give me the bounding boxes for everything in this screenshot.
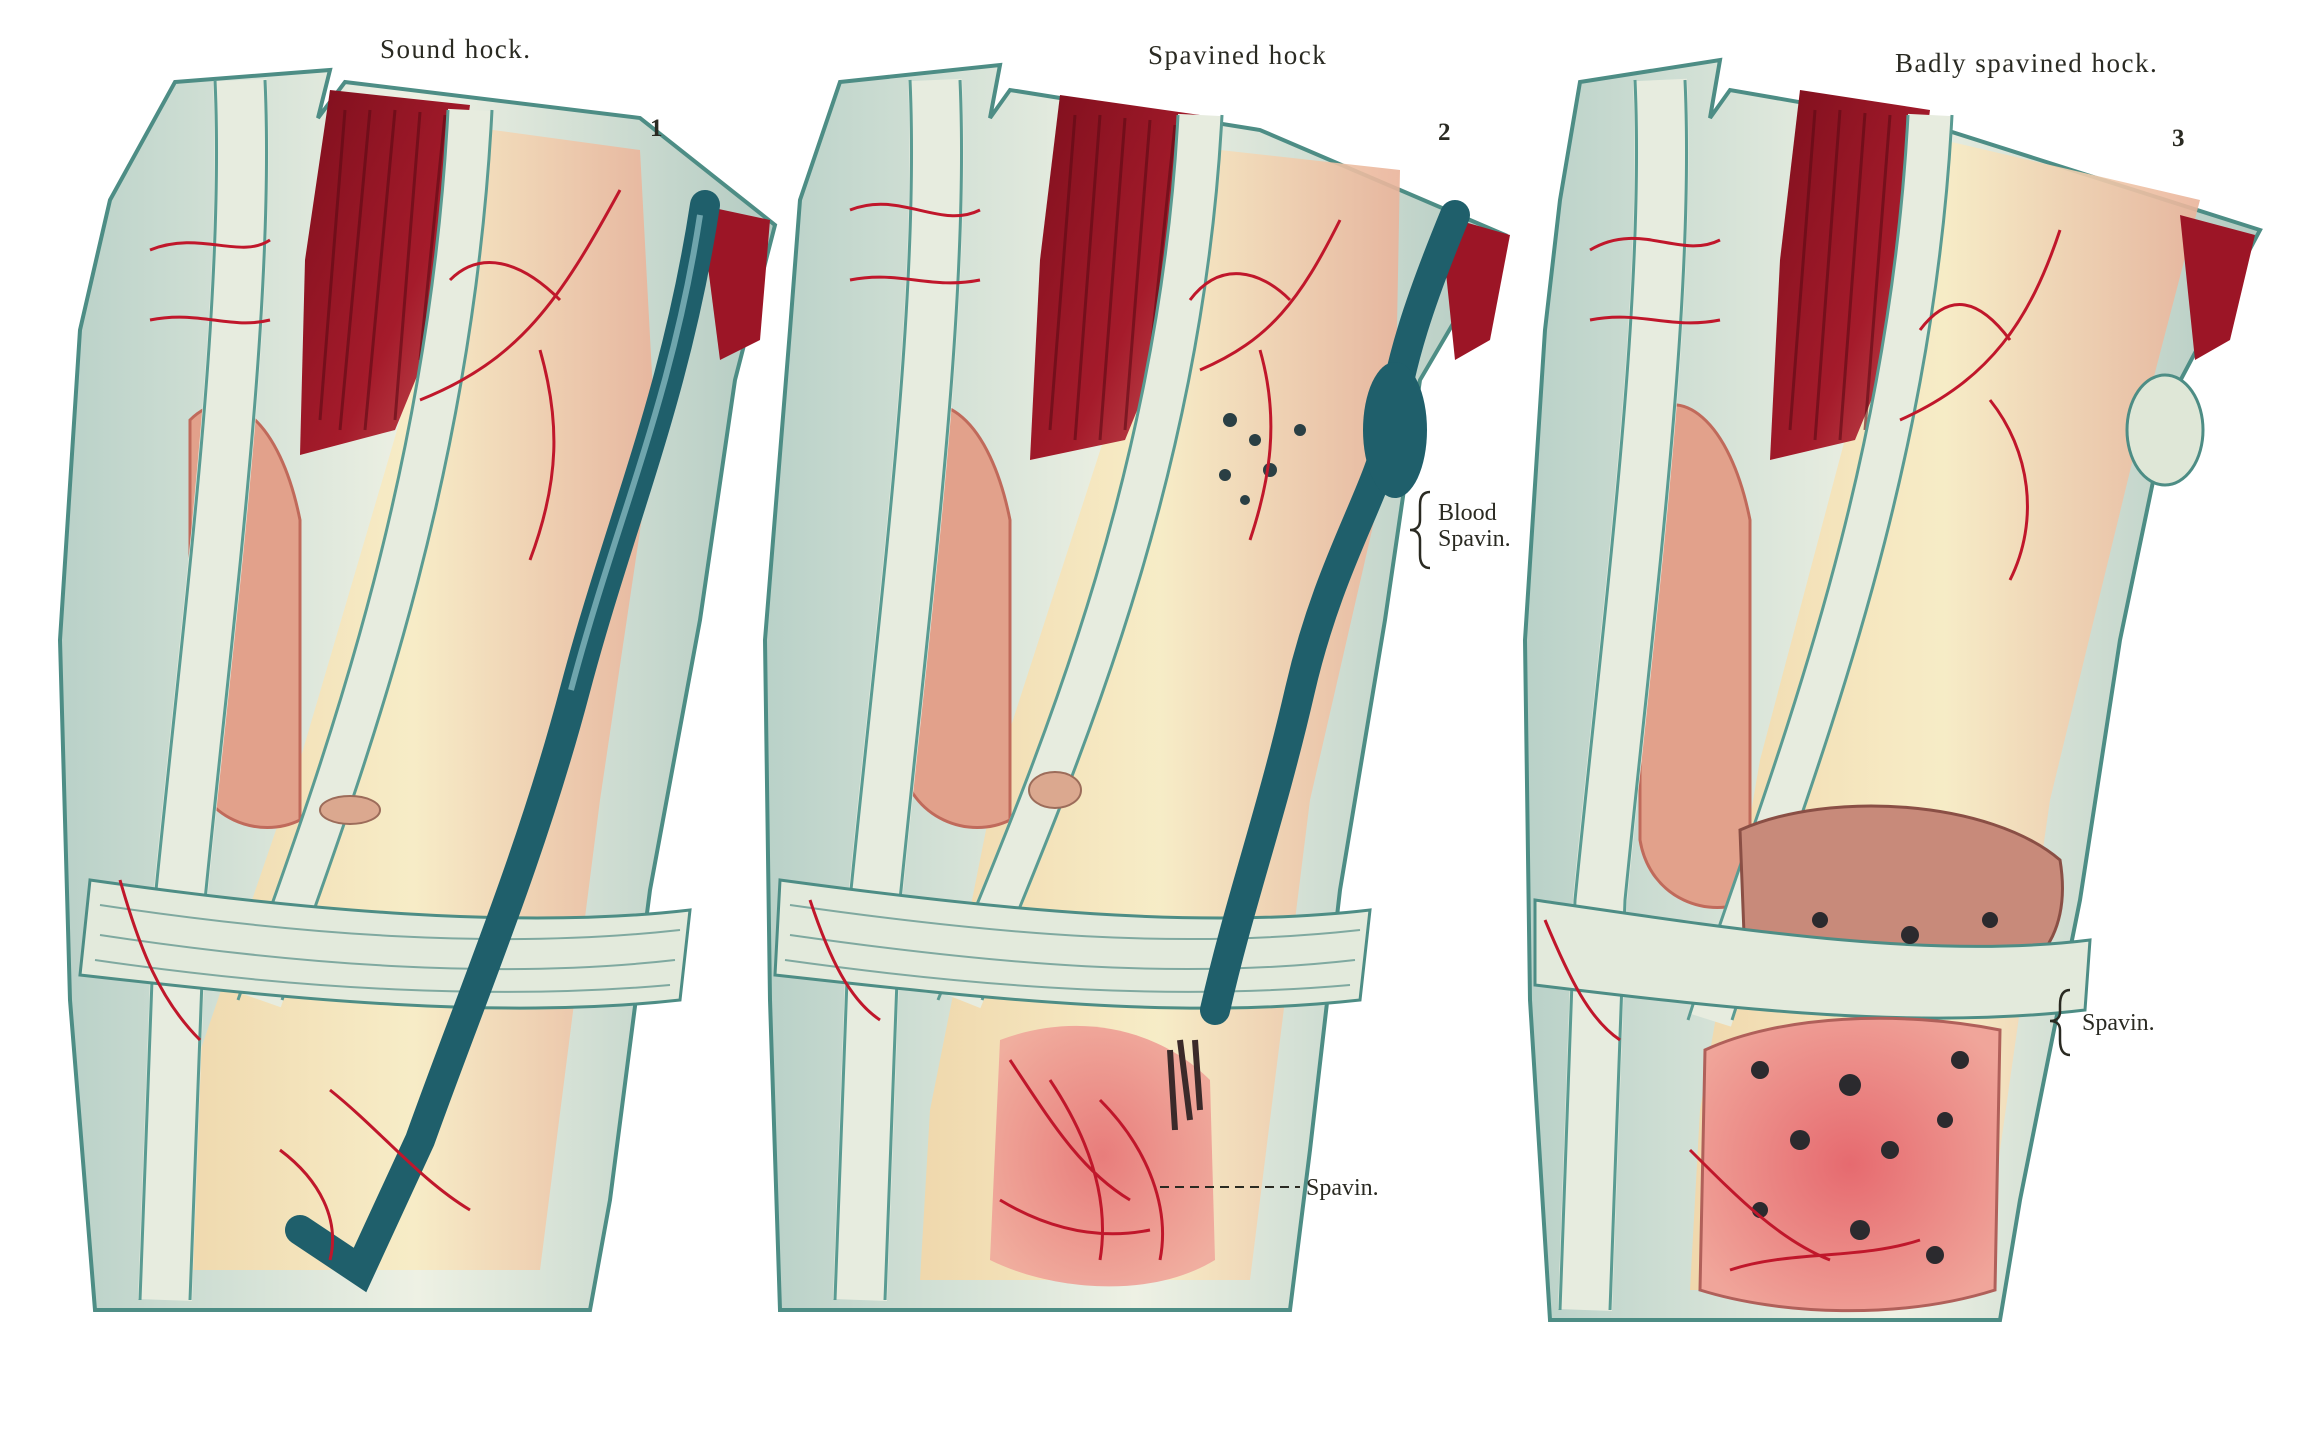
- panel-1-number: 1: [650, 115, 663, 142]
- panel-1-title: Sound hock.: [380, 34, 532, 64]
- panel-3-title: Badly spavined hock.: [1895, 48, 2159, 78]
- blood-spavin-label-line1: Blood: [1438, 500, 1497, 526]
- panel-2-number: 2: [1438, 119, 1451, 146]
- panel-2-title: Spavined hock: [1148, 40, 1328, 70]
- blood-spavin-brace: [1410, 492, 1430, 568]
- small-lesion: [320, 796, 380, 824]
- tendon-bulge: [2127, 375, 2203, 485]
- spavin-brace-label: Spavin.: [2082, 1010, 2155, 1036]
- panel-3-number: 3: [2172, 125, 2185, 152]
- blood-spavin-label-line2: Spavin.: [1438, 526, 1511, 552]
- spavin-pointer-label: Spavin.: [1306, 1175, 1379, 1201]
- blood-spavin-swelling: [1363, 362, 1427, 498]
- panel-spavined-hock: [765, 65, 1510, 1310]
- panel-sound-hock: [60, 70, 775, 1310]
- small-lesion: [1029, 772, 1081, 808]
- panel-badly-spavined-hock: [1525, 60, 2260, 1320]
